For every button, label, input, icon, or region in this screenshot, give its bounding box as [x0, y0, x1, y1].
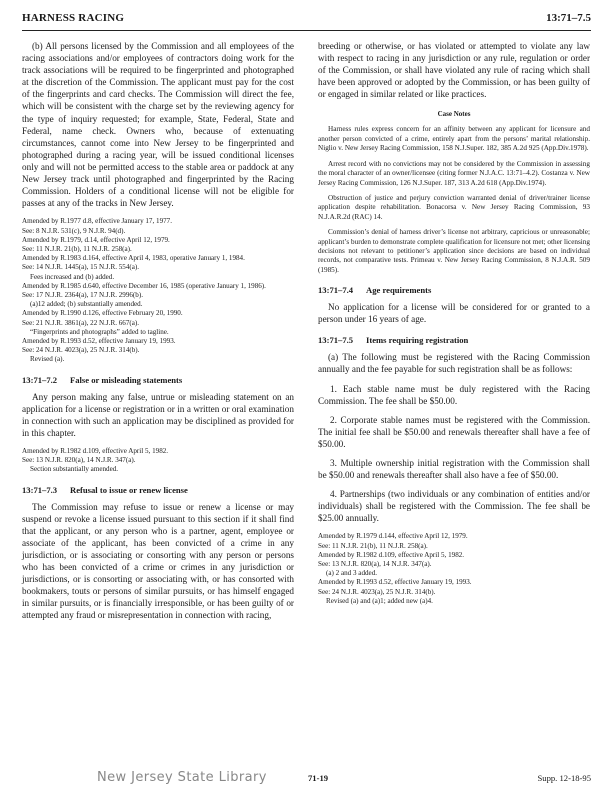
history-line: Revised (a) and (a)1; added new (a)4. [326, 596, 433, 605]
history-note-7-5 [318, 532, 590, 606]
left-column [22, 40, 294, 621]
history-line: See: 14 N.J.R. 1445(a), 15 N.J.R. 554(a). [22, 263, 140, 272]
history-line: See: 8 N.J.R. 531(c), 9 N.J.R. 94(d). [22, 226, 126, 235]
case-note: Commission’s denial of harness driver’s license not arbitrary, capricious or unreasonable; applicant’s burden to demonstrate complete qualification for licensure not met; other licensing decisions not relevant to petitioner’s application since decisions are based on individual records, not comparative tests. Primeau v. New Jersey Racing Commission, 8 N.J.A.R. 509 (1985). [318, 228, 590, 274]
registration-item: 1. Each stable name must be duly registered with the Racing Commission. The fee shall be $50.00. [318, 383, 590, 406]
history-line: Revised (a). [30, 355, 65, 364]
section-7-4-text: No application for a license will be considered for or granted to a person under 16 years of age. [318, 302, 590, 325]
history-line: Amended by R.1982 d.109, effective April 5, 1982. [318, 550, 465, 559]
history-line: (a)12 added; (b) substantially amended. [30, 300, 143, 309]
section-7-2-text: Any person making any false, untrue or misleading statement on an application for a license or registration or in a written or oral examination in connection with such an application may be disciplined as provided for in this chapter. [22, 391, 294, 438]
library-watermark: New Jersey State Library [97, 770, 267, 785]
history-line: Section substantially amended. [30, 465, 119, 474]
paragraph-b: (b) All persons licensed by the Commission and all employees of the racing associations and/or employees of contractors doing work for the track associations will be required to be fingerprinted and photographed at the discretion of the Commission. The applicant must pay for the cost of the fingerprints and card checks. The Commission will direct the fee, which will be consistent with the charge set by the reviewing agency for the type of inquiry requested; for example, State, Federal, State and Federal, name check. Owners who, because of extenuating circumstances, cannot come into New Jersey to be fingerprinted and photographed during a racing year, will be issued conditional licenses only and will not be permitted access to the stable area or paddock at any New Jersey track until photographed and fingerprinted by the Racing Commission. Holders of a conditional license will not be eligible for passes at any of the tracks in New Jersey. [22, 41, 294, 209]
continued-text: breeding or otherwise, or has violated or attempted to violate any law with respect to racing in any jurisdiction or any rule, regulation or order of the Commission, or shall have violated any rule of racing which shall have been approved or adopted by the Commission, or has been guilty of or engaged in similar related or like practices. [318, 41, 590, 100]
registration-item: 2. Corporate stable names must be registered with the Commission. The initial fee shall be $50.00 and renewals thereafter shall have a fee of $50.00. [318, 414, 590, 449]
right-column [318, 40, 590, 606]
history-note-7-2 [22, 447, 294, 475]
history-line: See: 11 N.J.R. 21(b), 11 N.J.R. 258(a). [318, 541, 428, 550]
section-title: Age requirements [366, 285, 432, 296]
history-line: Amended by R.1993 d.52, effective January 19, 1993. [318, 578, 472, 587]
history-line: Amended by R.1983 d.164, effective April 4, 1983, operative January 1, 1984. [22, 254, 245, 263]
history-line: Amended by R.1979 d.144, effective April 12, 1979. [318, 532, 468, 541]
section-number: 13:71–7.3 [22, 484, 58, 495]
running-header [22, 8, 591, 31]
section-heading-7-5 [318, 335, 590, 345]
case-notes-title: Case Notes [437, 110, 471, 119]
history-line: Amended by R.1977 d.8, effective January 17, 1977. [22, 217, 172, 226]
history-line: See: 24 N.J.R. 4023(a), 25 N.J.R. 314(b). [22, 346, 140, 355]
history-line: See: 11 N.J.R. 21(b), 11 N.J.R. 258(a). [22, 244, 132, 253]
section-heading-7-3 [22, 485, 294, 495]
history-note-7-1 [22, 217, 294, 364]
registration-item: 4. Partnerships (two individuals or any combination of entities and/or individuals) shall be registered with the Commission. The fee shall be $25.00 annually. [318, 489, 590, 524]
history-line: Fees increased and (b) added. [30, 272, 115, 281]
history-line: See: 17 N.J.R. 2364(a), 17 N.J.R. 2996(b). [22, 290, 143, 299]
history-line: (a) 2 and 3 added. [326, 569, 378, 578]
history-line: “Fingerprints and photographs” added to tagline. [30, 327, 169, 336]
page-number: 71-19 [308, 773, 329, 783]
history-line: Amended by R.1985 d.640, effective December 16, 1985 (operative January 1, 1986). [22, 281, 266, 290]
section-title: Items requiring registration [366, 335, 469, 346]
case-note: Harness rules express concern for an affinity between any applicant for licensure and another person convicted of a crime, entirely apart from the persons’ marital relationship. Niglio v. New Jersey Racing Commission, 158 N.J.Super. 182, 385 A.2d 925 (App.Div.1978). [318, 125, 590, 153]
history-line: Amended by R.1993 d.52, effective January 19, 1993. [22, 336, 176, 345]
registration-item: 3. Multiple ownership initial registration with the Commission shall be $50.00 and renewals thereafter shall also have a fee of $50.00. [318, 458, 590, 481]
history-line: See: 13 N.J.R. 820(a), 14 N.J.R. 347(a). [22, 456, 136, 465]
section-range: 13:71–7.5 [546, 12, 591, 24]
section-heading-7-4 [318, 285, 590, 295]
history-line: Amended by R.1979, d.14, effective April 12, 1979. [22, 235, 170, 244]
section-number: 13:71–7.4 [318, 285, 354, 296]
history-line: See: 24 N.J.R. 4023(a), 25 N.J.R. 314(b). [318, 587, 436, 596]
section-7-3-text: The Commission may refuse to issue or renew a license or may suspend or revoke a license issued pursuant to this section if it shall find that the applicant, or any person who is a partner, agent, employee or associate of the applicant, has been convicted of a crime in any jurisdiction, or is associating or consorting with any person or persons who has been convicted of a crime or crimes in any jurisdiction or jurisdictions, or is consorting or associating with, or has consorted with bookmakers, touts or persons of similar pursuits, or has himself engaged in similar pursuits, or is financially irresponsible, or has been guilty of or attempted any fraud or misrepresentation in connection with racing, [22, 501, 294, 621]
section-heading-7-2 [22, 375, 294, 385]
supplement-date: Supp. 12-18-95 [537, 773, 591, 783]
section-7-5-intro: (a) The following must be registered with the Racing Commission annually and the fee payable for such registration shall be as follows: [318, 352, 590, 375]
section-title: Refusal to issue or renew license [70, 484, 188, 495]
history-line: Amended by R.1982 d.109, effective April 5, 1982. [22, 446, 169, 455]
section-number: 13:71–7.2 [22, 374, 58, 385]
history-line: See: 21 N.J.R. 3861(a), 22 N.J.R. 667(a). [22, 318, 140, 327]
chapter-title: HARNESS RACING [22, 12, 125, 24]
history-line: See: 13 N.J.R. 820(a), 14 N.J.R. 347(a). [318, 560, 432, 569]
history-line: Amended by R.1990 d.126, effective February 20, 1990. [22, 309, 183, 318]
section-number: 13:71–7.5 [318, 335, 354, 346]
case-note: Arrest record with no convictions may not be considered by the Commission in assessing the moral character of an owner/licensee (citing former N.J.A.C. 13:71–4.2). Costanza v. New Jersey Racing Commission, 126 N.J.Super. 187, 313 A.2d 618 (App.Div.1974). [318, 159, 590, 187]
case-note: Obstruction of justice and perjury conviction warranted denial of driver/trainer license application despite rehabilitation. Bonacorsa v. New Jersey Racing Commission, 93 N.J.A.R.2d (RAC) 14. [318, 193, 590, 221]
page-footer [22, 770, 591, 790]
section-title: False or misleading statements [70, 374, 183, 385]
